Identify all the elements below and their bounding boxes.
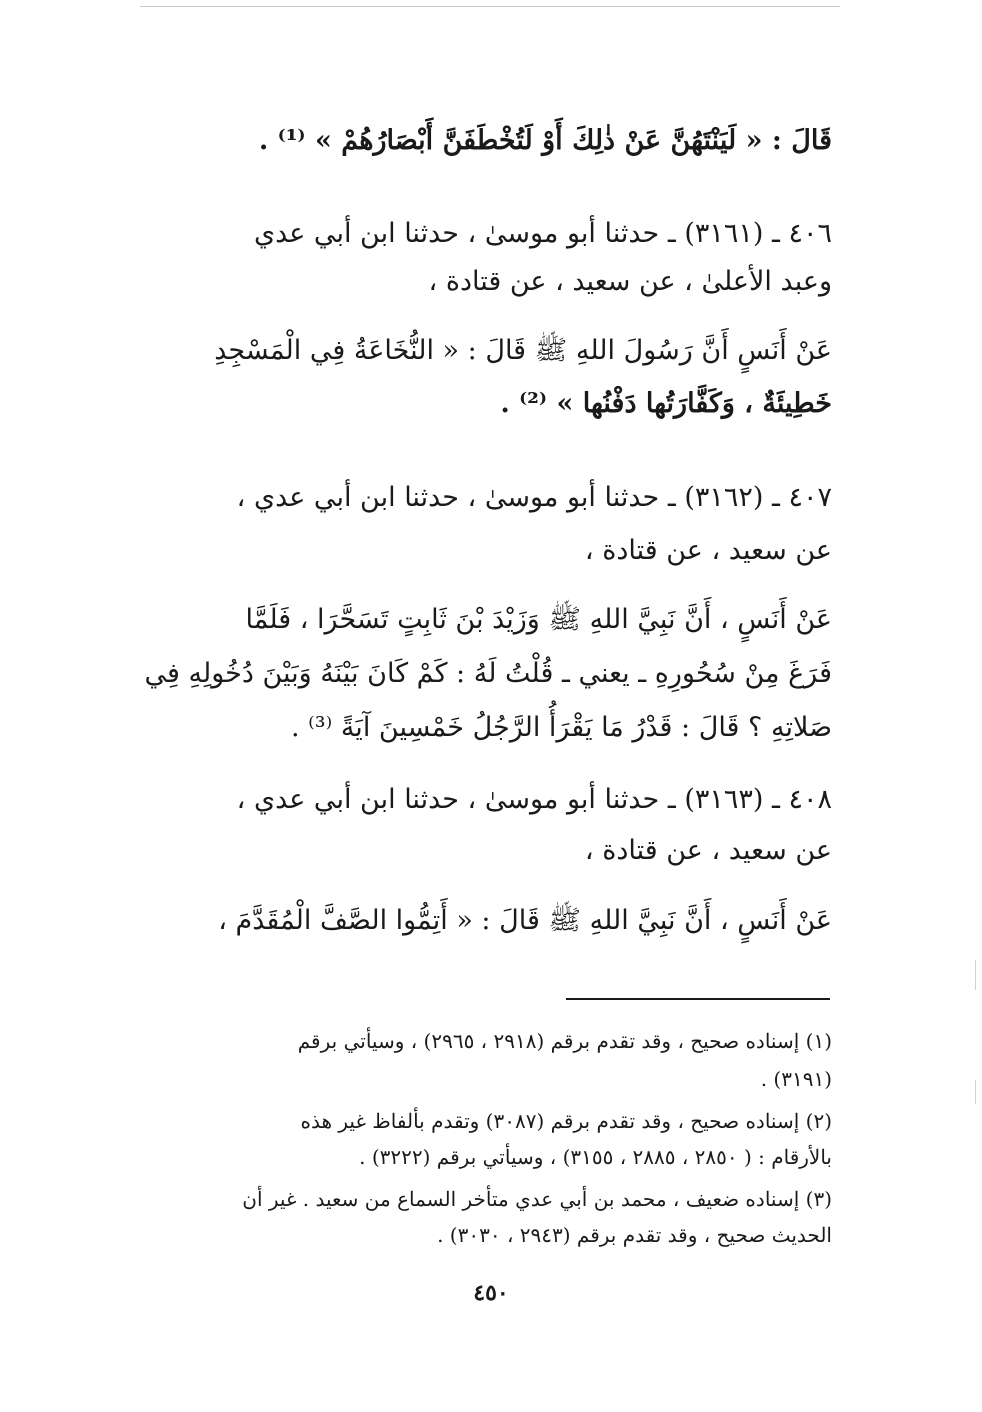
text-line: صَلاتِهِ ؟ قَالَ : قَدْرُ مَا يَقْرَأُ الرَّجُلُ خَمْسِينَ آيَةً ⁽³⁾ . <box>290 712 832 743</box>
hadith-406-heading: ٤٠٦ ـ (٣١٦١) ـ حدثنا أبو موسىٰ ، حدثنا ابن أبي عدي <box>253 218 832 249</box>
scan-edge-mark <box>975 1080 976 1104</box>
footnote-2: (٢) إسناده صحيح ، وقد تقدم برقم (٣٠٨٧) وتقدم بألفاظ غير هذه <box>300 1109 832 1133</box>
footnote-2-cont: بالأرقام : ( ٢٨٥٠ ، ٢٨٨٥ ، ٣١٥٥) ، وسيأتي برقم (٣٢٢٢) . <box>359 1145 832 1169</box>
footnote-1: (١) إسناده صحيح ، وقد تقدم برقم (٢٩١٨ ، ٢٩٦٥) ، وسيأتي برقم <box>297 1029 832 1053</box>
hadith-407-heading: ٤٠٧ ـ (٣١٦٢) ـ حدثنا أبو موسىٰ ، حدثنا ابن أبي عدي ، <box>236 482 832 513</box>
footnote-3: (٣) إسناده ضعيف ، محمد بن أبي عدي متأخر السماع من سعيد . غير أن <box>242 1187 832 1211</box>
hadith-407-text: عَنْ أَنَسٍ ، أَنَّ نَبِيَّ اللهِ ﷺ وَزَيْدَ بْنَ ثَابِتٍ تَسَحَّرَا ، فَلَمَّا <box>245 604 832 635</box>
page-number: ٤٥٠ <box>473 1280 509 1306</box>
text-line: خَطِيئَةٌ ، وَكَفَّارَتُها دَفْنُها » ⁽²⁾ . <box>500 388 832 419</box>
footnote-separator <box>566 998 830 1000</box>
text-line: عن سعيد ، عن قتادة ، <box>584 835 832 866</box>
hadith-406-text: عَنْ أَنَسٍ أَنَّ رَسُولَ اللهِ ﷺ قَالَ : « النُّخَاعَةُ فِي الْمَسْجِدِ <box>214 335 832 366</box>
text-line: فَرَغَ مِنْ سُحُورِهِ ـ يعني ـ قُلْتُ لَهُ : كَمْ كَانَ بَيْنَهُ وَبَيْنَ دُخُولِهِ فِي <box>144 658 832 689</box>
footnote-1-cont: (٣١٩١) . <box>760 1067 832 1091</box>
scan-top-edge <box>140 6 840 7</box>
text-line: وعبد الأعلىٰ ، عن سعيد ، عن قتادة ، <box>428 266 832 297</box>
hadith-408-text: عَنْ أَنَسٍ ، أَنَّ نَبِيَّ اللهِ ﷺ قَالَ : « أَتِمُّوا الصَّفَّ الْمُقَدَّمَ ، <box>218 905 832 936</box>
hadith-408-heading: ٤٠٨ ـ (٣١٦٣) ـ حدثنا أبو موسىٰ ، حدثنا ابن أبي عدي ، <box>236 784 832 815</box>
footnote-3-cont: الحديث صحيح ، وقد تقدم برقم (٢٩٤٣ ، ٣٠٣٠) . <box>437 1223 832 1247</box>
text-line: عن سعيد ، عن قتادة ، <box>584 535 832 566</box>
text-line: قَالَ : « لَيَنْتَهُنَّ عَنْ ذٰلِكَ أَوْ لَتُخْطَفَنَّ أَبْصَارُهُمْ » ⁽¹⁾ . <box>258 125 832 156</box>
scan-edge-mark <box>975 960 976 990</box>
